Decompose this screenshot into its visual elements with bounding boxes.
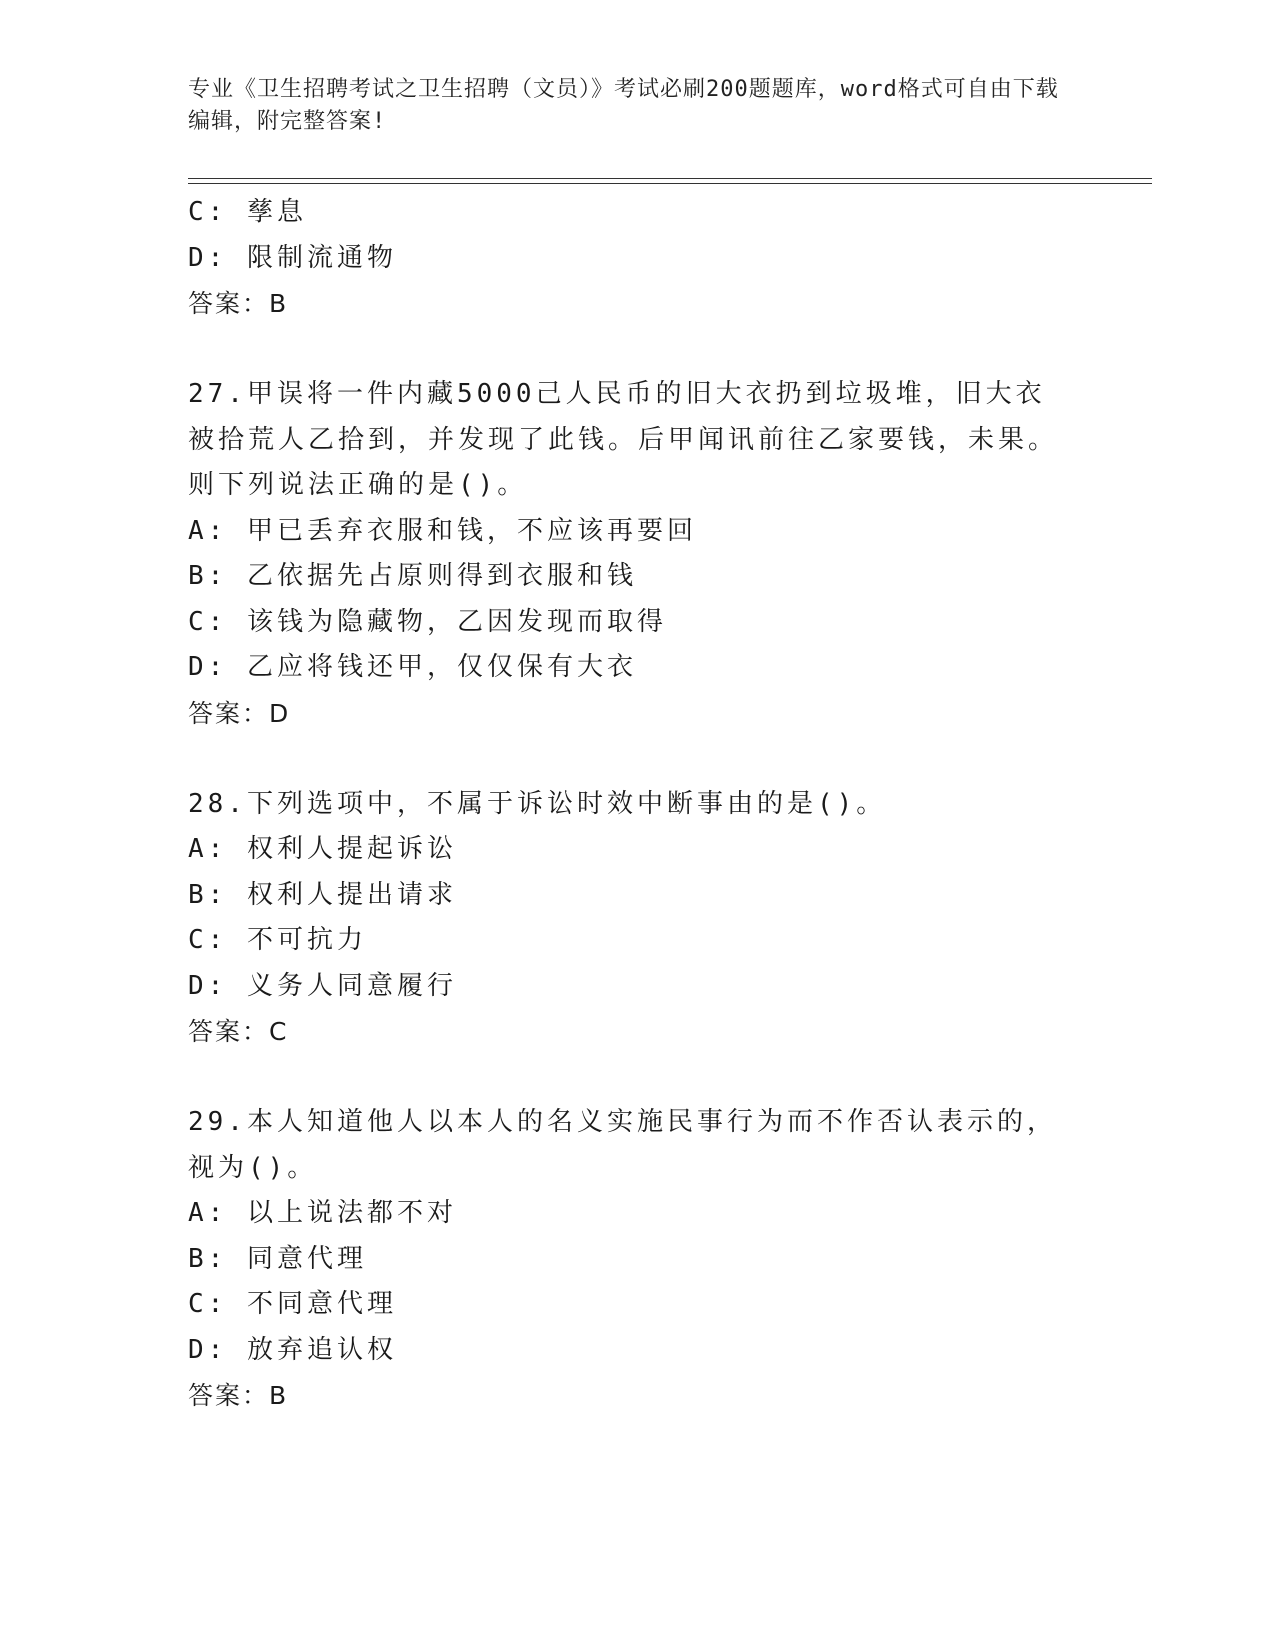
answer-line: 答案：C — [188, 1017, 289, 1046]
option-c: C: 孳息 — [188, 197, 307, 227]
option-b: B: 同意代理 — [188, 1243, 367, 1274]
option-c: C: 该钱为隐藏物，乙因发现而取得 — [188, 606, 667, 637]
option-d: D: 放弃追认权 — [188, 1334, 397, 1365]
option-d: D: 限制流通物 — [188, 242, 397, 273]
option-d: D: 乙应将钱还甲，仅仅保有大衣 — [188, 652, 637, 682]
option-a: A: 以上说法都不对 — [188, 1198, 457, 1228]
question-block-27 — [188, 372, 1088, 736]
option-a: A: 甲已丢弃衣服和钱，不应该再要回 — [188, 515, 697, 546]
answer-line: 答案：D — [188, 698, 291, 728]
option-d: D: 义务人同意履行 — [188, 970, 457, 1001]
question-block-29 — [188, 1100, 1088, 1419]
header-divider-top — [188, 178, 1152, 179]
option-b: B: 乙依据先占原则得到衣服和钱 — [188, 561, 637, 591]
option-c: C: 不同意代理 — [188, 1289, 397, 1319]
page-header: 专业《卫生招聘考试之卫生招聘（文员）》考试必刷200题题库，word格式可自由下载编辑，附完整答案! — [188, 77, 1059, 134]
option-b: B: 权利人提出请求 — [188, 879, 457, 910]
question-text: 27.甲误将一件内藏5000己人民币的旧大衣扔到垃圾堆，旧大衣被拾荒人乙拾到，并发现了此钱。后甲闻讯前往乙家要钱，未果。则下列说法正确的是()。 — [188, 379, 1059, 500]
question-text: 28.下列选项中，不属于诉讼时效中断事由的是()。 — [188, 788, 887, 819]
header-divider-bottom — [188, 183, 1152, 184]
answer-line: 答案：B — [188, 1381, 289, 1410]
question-block-26-tail — [188, 190, 1088, 327]
question-block-28 — [188, 782, 1088, 1055]
question-text: 29.本人知道他人以本人的名义实施民事行为而不作否认表示的，视为()。 — [188, 1107, 1057, 1183]
option-a: A: 权利人提起诉讼 — [188, 834, 457, 864]
answer-line: 答案：B — [188, 289, 289, 318]
question-list — [188, 190, 1088, 1419]
option-c: C: 不可抗力 — [188, 925, 367, 955]
